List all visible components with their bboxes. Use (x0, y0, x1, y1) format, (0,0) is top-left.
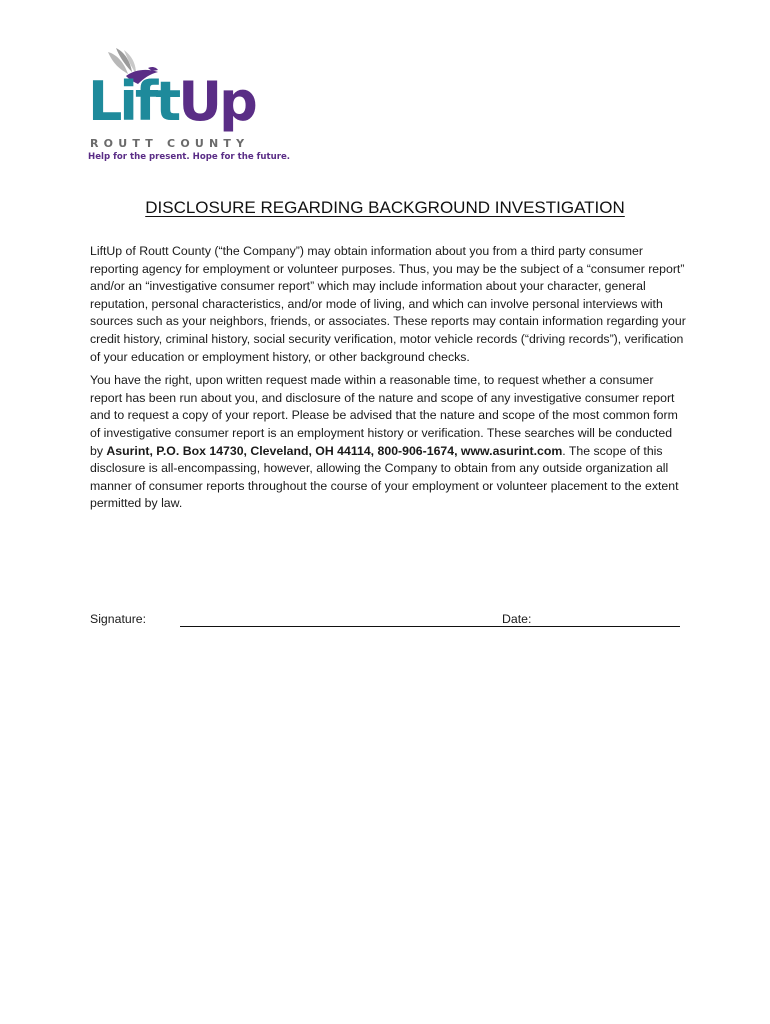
agency-contact: Asurint, P.O. Box 14730, Cleveland, OH 44114, 800-906-1674, www.asurint.com (106, 443, 563, 458)
logo-county: ROUTT COUNTY (90, 137, 250, 150)
document-body (90, 243, 686, 519)
liftup-logo (88, 48, 291, 166)
document-title: DISCLOSURE REGARDING BACKGROUND INVESTIGATION (145, 198, 625, 217)
logo-wordmark-up: Up (178, 70, 255, 133)
paragraph-2-before: You have the right, upon written request made within a reasonable time, to request whether a consumer report has been run about you, and disclosure of the nature and scope of any investigative consumer report and to request a copy of your report. Please be advised that the nature and scope of the most common form of investigative consumer report is an employment history or verification. These searches will be conducted by (90, 373, 678, 458)
paragraph-2-after: . The scope of this disclosure is all-encompassing, however, allowing the Company to obtain from any outside organization all manner of consumer reports throughout the course of your employment or volunteer placement to the extent permitted by law. (90, 443, 679, 511)
signature-label: Signature: (90, 612, 147, 626)
signature-row (90, 612, 686, 632)
date-label: Date: (502, 612, 532, 626)
paragraph-1: LiftUp of Routt County (“the Company”) may obtain information about you from a third party consumer reporting agency for employment or volunteer purposes. Thus, you may be the subject of a “consumer report” and/or an “investigative consumer report” which may include information about your character, general reputation, personal characteristics, and/or mode of living, and which can involve personal interviews with sources such as your neighbors, friends, or associates. These reports may contain information regarding your credit history, criminal history, social security verification, motor vehicle records (“driving records”), verification of your education or employment history, or other background checks. (90, 244, 686, 364)
logo-tagline: Help for the present. Hope for the future. (88, 152, 291, 162)
logo-wordmark (88, 72, 255, 132)
signature-field[interactable] (180, 626, 582, 627)
logo-wordmark-lift: Lift (88, 70, 179, 133)
paragraph-2 (90, 372, 686, 513)
date-field[interactable] (530, 626, 680, 627)
